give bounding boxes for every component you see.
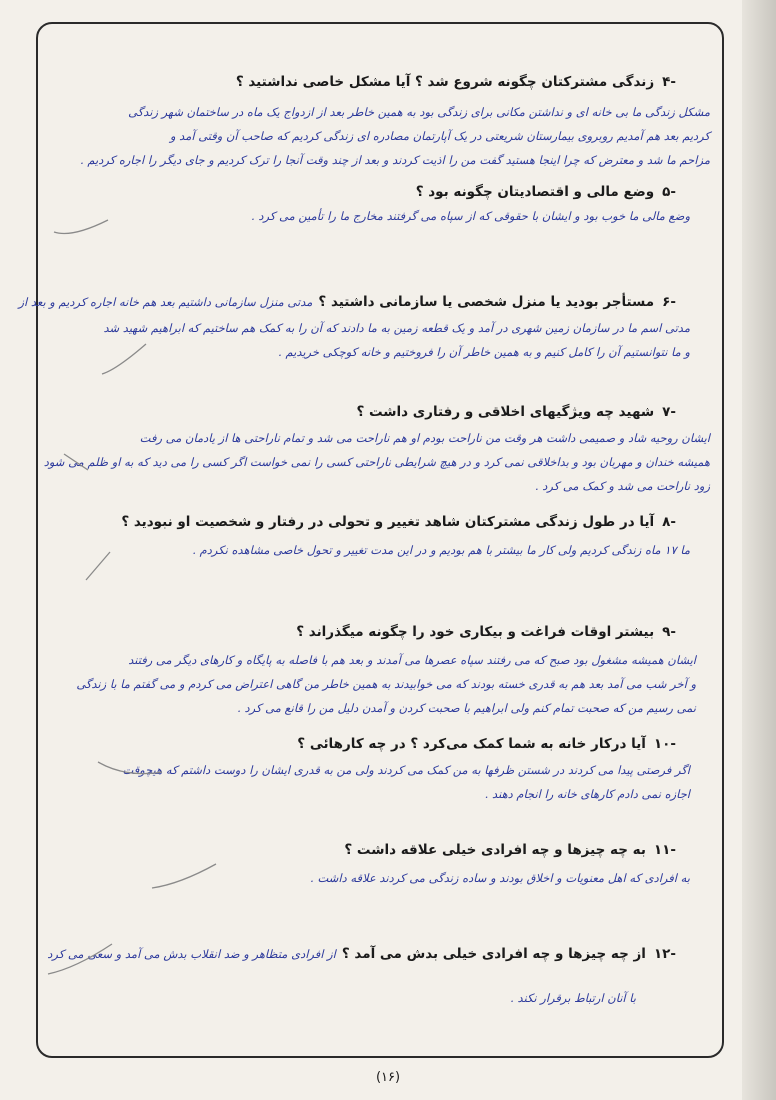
question-text: آیا در طول زندگی مشترکتان شاهد تغییر و تحولی در رفتار و شخصیت او نبودید ؟ xyxy=(121,514,655,530)
answer-line: کردیم بعد هم آمدیم روبروی بیمارستان شریعتی در یک آپارتمان مصادره ای زندگی کردیم که صاحب آن وقتی آمد و xyxy=(169,129,710,143)
answer-line: مشکل زندگی ما بی خانه ای و نداشتن مکانی برای زندگی بود به همین خاطر بعد از ازدواج یک ماه در ساختمان شهر زندگی xyxy=(128,105,710,119)
question-4 xyxy=(60,74,676,90)
question-6 xyxy=(18,294,676,310)
answer-4 xyxy=(60,100,710,172)
question-number: -۸ xyxy=(662,514,676,530)
answer-line: با آنان ارتباط برقرار نکند . xyxy=(510,991,636,1005)
check-mark-icon xyxy=(100,340,150,380)
check-mark-icon xyxy=(84,550,114,584)
answer-line: اگر فرصتی پیدا می کردند در شستن ظرفها به من کمک می کردند ولی من به قدری ایشان را دوست داشتم که هیچوقت xyxy=(122,763,690,777)
answer-line: زود ناراحت می شد و کمک می کرد . xyxy=(534,479,710,493)
answer-line: نمی رسیم من که صحبت تمام کنم ولی ابراهیم با صحبت کردن و آمدن دلیل من را قانع می کرد . xyxy=(237,701,696,715)
answer-7 xyxy=(43,426,710,498)
question-text: از چه چیزها و چه افرادی خیلی بدش می آمد ؟ xyxy=(341,946,646,962)
answer-line: مزاحم ما شد و معترض که چرا اینجا هستید گفت من را اذیت کردند و بعد از چند وقت آنجا را ترک کردیم و جای دیگر را اجاره کردیم . xyxy=(80,153,710,167)
page-number: (۱۶) xyxy=(375,1070,401,1085)
question-8 xyxy=(60,514,676,530)
question-12 xyxy=(40,946,676,962)
question-7 xyxy=(60,404,676,420)
answer-line: اجازه نمی دادم کارهای خانه را انجام دهند . xyxy=(484,787,690,801)
answer-5 xyxy=(200,204,690,228)
question-number: -۹ xyxy=(662,624,676,640)
answer-line: وضع مالی ما خوب بود و ایشان با حقوقی که از سپاه می گرفتند مخارج ما را تأمین می کرد . xyxy=(251,209,690,223)
answer-line: و آخر شب می آمد بعد هم به قدری خسته بودند که می خوابیدند به همین خاطر من گاهی اعتراض می کردم و می گفتم ما با زندگی xyxy=(76,677,696,691)
answer-11 xyxy=(200,866,690,890)
question-text: شهید چه ویژگیهای اخلاقی و رفتاری داشت ؟ xyxy=(356,404,655,420)
question-number: -۱۰ xyxy=(653,736,676,752)
answer-line: مدتی اسم ما در سازمان زمین شهری در آمد و یک قطعه زمین به ما دادند که آن را به کمک هم ساختیم که ابراهیم شهید شد xyxy=(103,321,690,335)
check-mark-icon xyxy=(150,860,220,894)
question-10 xyxy=(60,736,676,752)
question-number: -۵ xyxy=(662,184,676,200)
answer-line: همیشه خندان و مهربان بود و بداخلاقی نمی کرد و در هیچ شرایطی ناراحتی کسی را نمی خواست اگر کسی را می دید که به او ظلم می شود xyxy=(43,455,710,469)
question-text: وضع مالی و اقتصادیتان چگونه بود ؟ xyxy=(415,184,655,200)
check-mark-icon xyxy=(46,940,116,980)
answer-line: و ما نتوانستیم آن را کامل کنیم و به همین خاطر آن را فروختیم و خانه کوچکی خریدیم . xyxy=(278,345,690,359)
question-5 xyxy=(60,184,676,200)
question-11 xyxy=(60,842,676,858)
answer-line: ایشان همیشه مشغول بود صبح که می رفتند سپاه عصرها می آمدند و بعد هم با فاصله به پایگاه و کارهای دیگر می رفتند xyxy=(128,653,696,667)
answer-line: ایشان روحیه شاد و صمیمی داشت هر وقت من ناراحت بودم او هم ناراحت می شد و تمام ناراحتی ها از یادمان می رفت xyxy=(139,431,710,445)
inline-answer: مدتی منزل سازمانی داشتیم بعد هم خانه اجاره کردیم و بعد از xyxy=(18,295,313,309)
question-number: -۶ xyxy=(662,294,676,310)
page-edge-shadow xyxy=(742,0,776,1100)
check-mark-icon xyxy=(96,758,166,784)
inline-answer: از افرادی متظاهر و ضد انقلاب بدش می آمد و سعی می کرد xyxy=(47,947,336,961)
question-text: بیشتر اوقات فراغت و بیکاری خود را چگونه میگذراند ؟ xyxy=(296,624,655,640)
question-number: -۷ xyxy=(662,404,676,420)
answer-8 xyxy=(192,538,690,562)
answer-9 xyxy=(60,648,696,720)
check-mark-icon xyxy=(52,216,112,240)
question-text: زندگی مشترکتان چگونه شروع شد ؟ آیا مشکل خاصی نداشتید ؟ xyxy=(235,74,655,90)
question-number: -۱۱ xyxy=(653,842,676,858)
answer-12 xyxy=(300,986,636,1010)
question-text: مستأجر بودید یا منزل شخصی یا سازمانی داشتید ؟ xyxy=(318,294,655,310)
answer-6 xyxy=(60,316,690,364)
question-text: به چه چیزها و چه افرادی خیلی علاقه داشت ؟ xyxy=(344,842,646,858)
question-text: آیا درکار خانه به شما کمک می‌کرد ؟ در چه کارهائی ؟ xyxy=(297,736,646,752)
check-mark-icon xyxy=(60,446,100,486)
question-number: -۱۲ xyxy=(653,946,676,962)
question-9 xyxy=(60,624,676,640)
question-number: -۴ xyxy=(662,74,676,90)
answer-line: به افرادی که اهل معنویات و اخلاق بودند و ساده زندگی می کردند علاقه داشت . xyxy=(310,871,690,885)
answer-line: ما ۱۷ ماه زندگی کردیم ولی کار ما بیشتر با هم بودیم و در این مدت تغییر و تحول خاصی مشاهده نکردم . xyxy=(192,543,690,557)
